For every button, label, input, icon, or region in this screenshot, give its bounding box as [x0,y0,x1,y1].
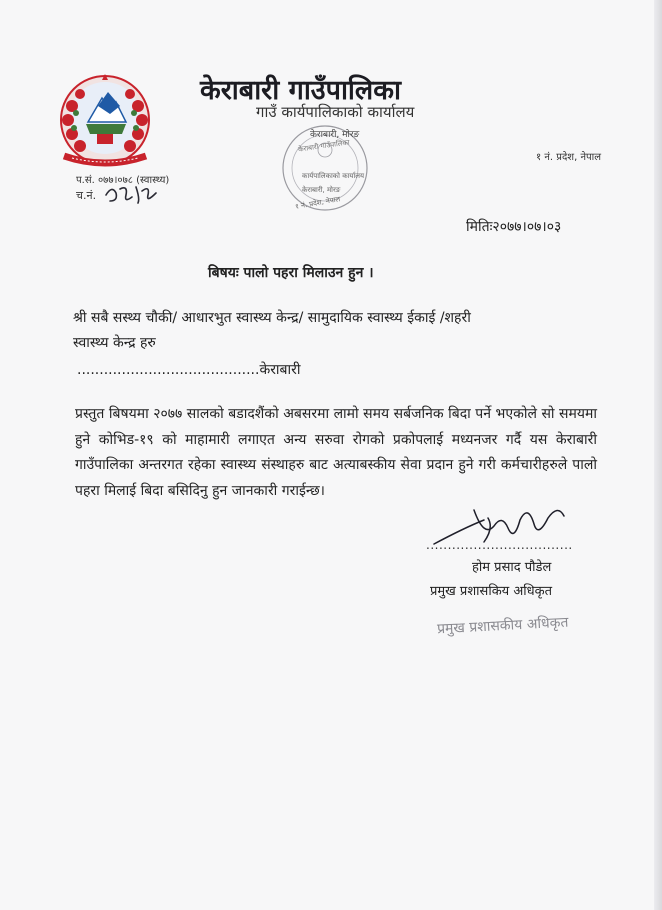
letter-body: प्रस्तुत बिषयमा २०७७ सालको बडादशैंको अबसरमा लामो समय सर्बजनिक बिदा पर्ने भएकोले सो समयमा हुने कोभिड-१९ को माहामारी लगाएत अन्य सरुवा रोगको प्रकोपलाई मध्यनजर गर्दै यस केराबारी गाउँपालिका अन्तरगत रहेका स्वास्थ्य संस्थाहरु बाट अत्याबस्कीय सेवा प्रदान हुने गरी कर्मचारीहरुले पालो पहरा मिलाई बिदा बसिदिनु हुन जानकारी गराईन्छ। [75,406,597,499]
province-label: १ नं. प्रदेश, नेपाल [536,152,602,163]
letter-date: मितिः२०७७।०७।०३ [466,219,562,235]
addressee-place: .........................................केराबारी [77,362,301,378]
addressee-line-2: स्वास्थ्य केन्द्र हरु [73,335,156,351]
fiscal-year-reference: प.सं. ०७७।०७८ (स्वास्थ्य) [76,175,170,186]
addressee-line-1: श्री सबै सस्थ्य चौकी/ आधारभुत स्वास्थ्य केन्द्र/ सामुदायिक स्वास्थ्य ईकाई /शहरी [73,310,471,326]
letter-subject: बिषयः पालो पहरा मिलाउन हुन । [208,265,374,281]
nepal-emblem-logo [50,70,160,170]
designation-rubber-stamp: प्रमुख प्रशासकीय अधिकृत [436,614,569,638]
stamp-province-text: १ नं. प्रदेश, नेपाल [294,195,341,211]
stamp-office-text: कार्यपालिकाको कार्यालय [302,172,365,180]
stamp-district-text: केराबारी, मोरङ [302,186,341,194]
signatory-name: होम प्रसाद पौडेल [472,560,552,575]
signature-line: .................................. [426,538,573,552]
signatory-title: प्रमुख प्रशासकिय अधिकृत [430,584,553,599]
office-title: केराबारी गाउँपालिका [200,75,401,106]
dispatch-number-label: च.नं. [76,189,97,202]
stamp-ring-text: केराबारी गाउँपालिका [297,138,351,154]
stamp-location-text: केराबारी, मोरङ [310,130,360,140]
office-subtitle: गाउँ कार्यपालिकाको कार्यालय [256,103,415,121]
dispatch-number-handwriting [102,181,162,205]
